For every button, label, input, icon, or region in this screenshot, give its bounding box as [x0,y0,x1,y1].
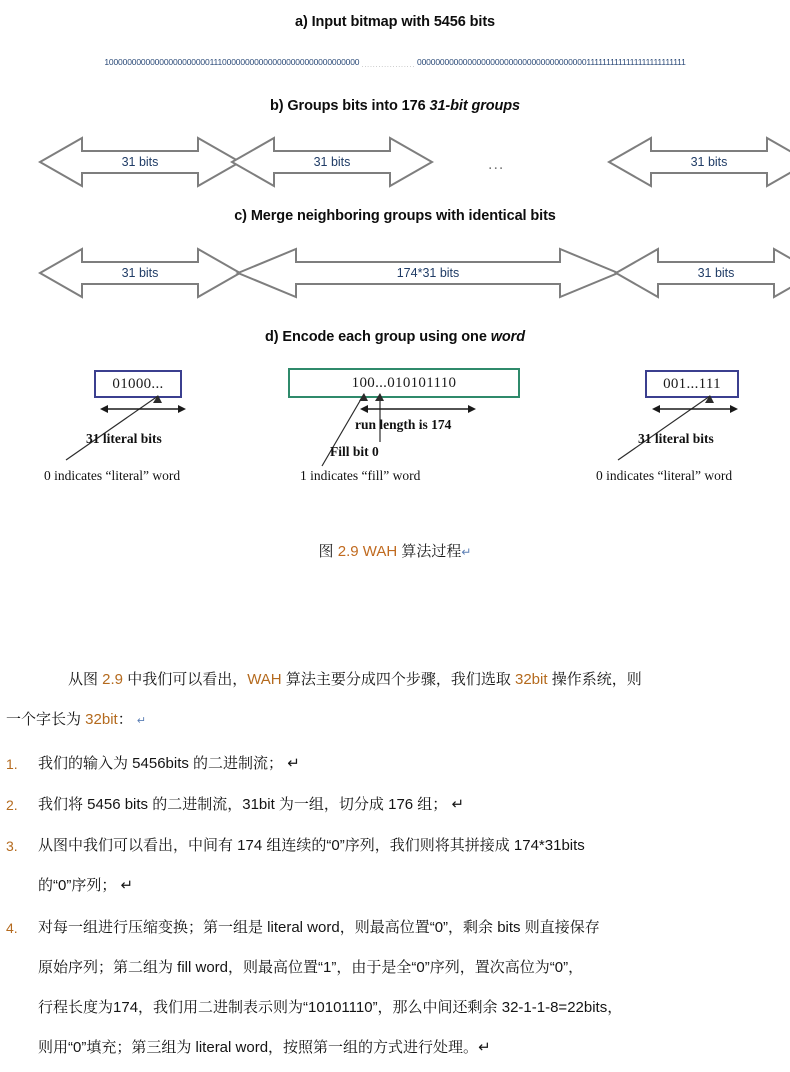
li2-d: 组； [413,796,448,813]
caption-pilcrow: ↵ [461,545,472,559]
panel-c-arrow-2-label: 174*31 bits [396,266,460,280]
fill-word-callout: 1 indicates “fill” word [300,468,421,483]
input-bitstring [0,52,790,72]
li4-line-3 [38,988,784,1028]
panel-b-arrow-2 [228,134,436,190]
li4-l1-b: ，则最高位置“ [339,919,435,936]
li4-line-1 [38,908,784,948]
li3-l2-zero: 0 [58,877,67,894]
li4-l2-e: 为“ [534,959,555,976]
li4-line-2 [38,948,784,988]
li1-pilcrow: ↵ [287,755,300,772]
panel-b-heading-italic: 31-bit groups [429,98,521,114]
fill-bit-label: Fill bit 0 [330,444,379,459]
caption-number: 2.9 WAH [337,543,398,560]
li4-l3-c: ”，那么中间还剩余 [372,999,502,1016]
li2-pilcrow: ↵ [451,796,465,813]
literal-bits-label-2: 31 literal bits [638,431,714,446]
bitstring-left-segment: 10000000000000000000000111000000000000000000000000000000 [104,57,360,67]
literal-bits-measure-arrow-2 [652,402,738,416]
li3-l2-b: ”序列； [66,877,117,894]
li2-num: 5456 bits [87,796,149,813]
literal-word-box-2: 001...111 [645,370,739,398]
panel-b-arrow-1-label: 31 bits [121,155,159,169]
li4-pilcrow: ↵ [478,1039,491,1056]
list-item-3-text [38,826,784,906]
li4-l2-grammar-flagged-text: 置次高位 [474,959,535,976]
li2-num2: 31bit [242,796,275,813]
li3-l1-a: 从图中我们可以看出，中间有 [38,837,238,854]
li4-l1-d: 则直接保存 [520,919,600,936]
panel-b-arrow-row [0,134,790,192]
panel-c-arrow-3-label: 31 bits [697,266,735,280]
li4-l3-d: ， [607,999,623,1016]
li4-l2-zero2: 0 [554,959,564,976]
panel-c-arrow-2 [234,245,622,301]
fill-word-box: 100...010101110 [288,368,520,398]
list-item-1-text [38,744,784,784]
panel-d-heading [0,329,790,345]
li4-l2-d: ”序列， [424,959,475,976]
li2-a: 我们将 [38,796,88,813]
panel-b-arrow-1 [36,134,244,190]
li4-l3-calc: 32-1-1-8=22bits [501,999,608,1016]
panel-b-arrow-2-label: 31 bits [313,155,351,169]
literal-bits-measure-arrow-1 [100,402,186,416]
li4-l2-one: 1 [323,959,332,976]
li4-l4-literal: literal word [195,1039,269,1056]
intro-paragraph-line-1 [6,660,784,700]
panel-c-arrow-row [0,245,790,301]
run-length-measure-arrow [360,402,476,416]
li3-l2-a: 的“ [38,877,58,894]
li4-l4-zero: 0 [73,1039,82,1056]
caption-prefix: 图 [318,543,334,560]
li2-num3: 176 [388,796,414,813]
list-item-4-text [38,908,784,1068]
li4-l3-binary: 10101110 [308,999,373,1016]
li4-l4-a: 则用“ [38,1039,73,1056]
intro-l1-d: 操作系统，则 [547,671,642,688]
bitstring-right-segment: 00000000000000000000000000000000000001111111111111111111111111 [417,57,686,67]
li4-l1-literal: literal word [267,919,340,936]
bitstring-ellipsis: ................... [361,59,416,69]
list-item-3-number: 3. [6,838,18,854]
panel-c-arrow-1-label: 31 bits [121,266,159,280]
panel-b-arrow-3-label: 31 bits [690,155,728,169]
intro-l2-num: 32bit [85,711,118,728]
li3-pilcrow: ↵ [120,877,134,894]
intro-l1-32bit: 32bit [515,671,548,688]
panel-c-heading: c) Merge neighboring groups with identical bits [234,208,556,224]
panel-a-heading: a) Input bitmap with 5456 bits [294,14,496,30]
intro-l1-c: 算法主要分成四个步骤，我们选取 [281,671,515,688]
intro-l2-pilcrow: ↵ [136,715,147,727]
intro-l1-b: 中我们可以看出， [123,671,248,688]
wah-algorithm-figure [0,0,790,520]
li4-l2-c: ”，由于是全“ [331,959,417,976]
li2-c: 为一组，切分成 [274,796,389,813]
panel-d-heading-plain: d) Encode each group using one [265,329,491,345]
panel-b-heading-plain: b) Groups bits into 176 [269,98,430,114]
li4-l2-a: 原始序列；第二组为 [38,959,178,976]
list-item-3 [6,826,784,906]
panel-c-arrow-3 [612,245,790,301]
li4-line-4 [38,1028,784,1068]
li4-l4-c: ，按照第一组的方式进行处理。 [268,1039,479,1056]
li3-l1-zero: 0 [331,837,340,854]
li1-a: 我们的输入为 [38,755,133,772]
li4-l1-c: ”，剩余 [443,919,498,936]
caption-suffix: 算法过程 [401,543,462,560]
panel-b-ellipsis: ... [488,156,505,173]
li4-l3-num: 174 [113,999,139,1016]
li3-l1-b: 组连续的“ [262,837,332,854]
intro-l1-a: 从图 [68,671,103,688]
li1-b: 的二进制流； [188,755,284,772]
li4-l1-bits: bits [497,919,521,936]
li3-line-2 [38,866,784,906]
li3-l1-num: 174 [237,837,263,854]
panel-c-arrow-1 [36,245,244,301]
run-length-label: run length is 174 [355,417,452,432]
li3-line-1 [38,826,784,866]
literal-bits-label-1: 31 literal bits [86,431,162,446]
li4-l2-fill: fill word [177,959,229,976]
li1-num: 5456bits [132,755,189,772]
list-item-1-number: 1. [6,756,18,772]
literal-word-callout-1: 0 indicates “literal” word [44,468,181,483]
intro-l2-b: ： [117,711,133,728]
list-item-4-number: 4. [6,920,18,936]
li4-l3-b: ，我们用二进制表示则为“ [138,999,309,1016]
list-item-1 [6,744,784,784]
li4-l2-b: ，则最高位置“ [228,959,324,976]
list-item-2-text [38,785,784,825]
figure-caption [0,540,790,561]
intro-l1-figure-num: 2.9 [102,671,124,688]
literal-word-box-1: 01000... [94,370,182,398]
li3-l1-num2: 174*31bits [513,837,585,854]
panel-d-heading-italic: word [490,329,525,345]
li4-l1-a: 对每一组进行压缩变换；第一组是 [38,919,268,936]
panel-b-heading [0,98,790,114]
li4-l4-b: ”填充；第三组为 [81,1039,196,1056]
li4-l1-zero: 0 [434,919,444,936]
list-item-2 [6,785,784,825]
li4-l2-zero: 0 [416,959,425,976]
intro-l2-a: 一个字长为 [6,711,86,728]
li4-l3-a: 行程长度为 [38,999,114,1016]
intro-l1-wah: WAH [247,671,282,688]
panel-b-arrow-3 [605,134,790,190]
intro-paragraph-line-2 [6,700,784,741]
li4-l2-f: ”， [563,959,584,976]
li2-b: 的二进制流， [148,796,243,813]
list-item-2-number: 2. [6,797,18,813]
li3-l1-c: ”序列，我们则将其拼接成 [339,837,514,854]
literal-word-callout-2: 0 indicates “literal” word [596,468,733,483]
list-item-4 [6,908,784,1068]
